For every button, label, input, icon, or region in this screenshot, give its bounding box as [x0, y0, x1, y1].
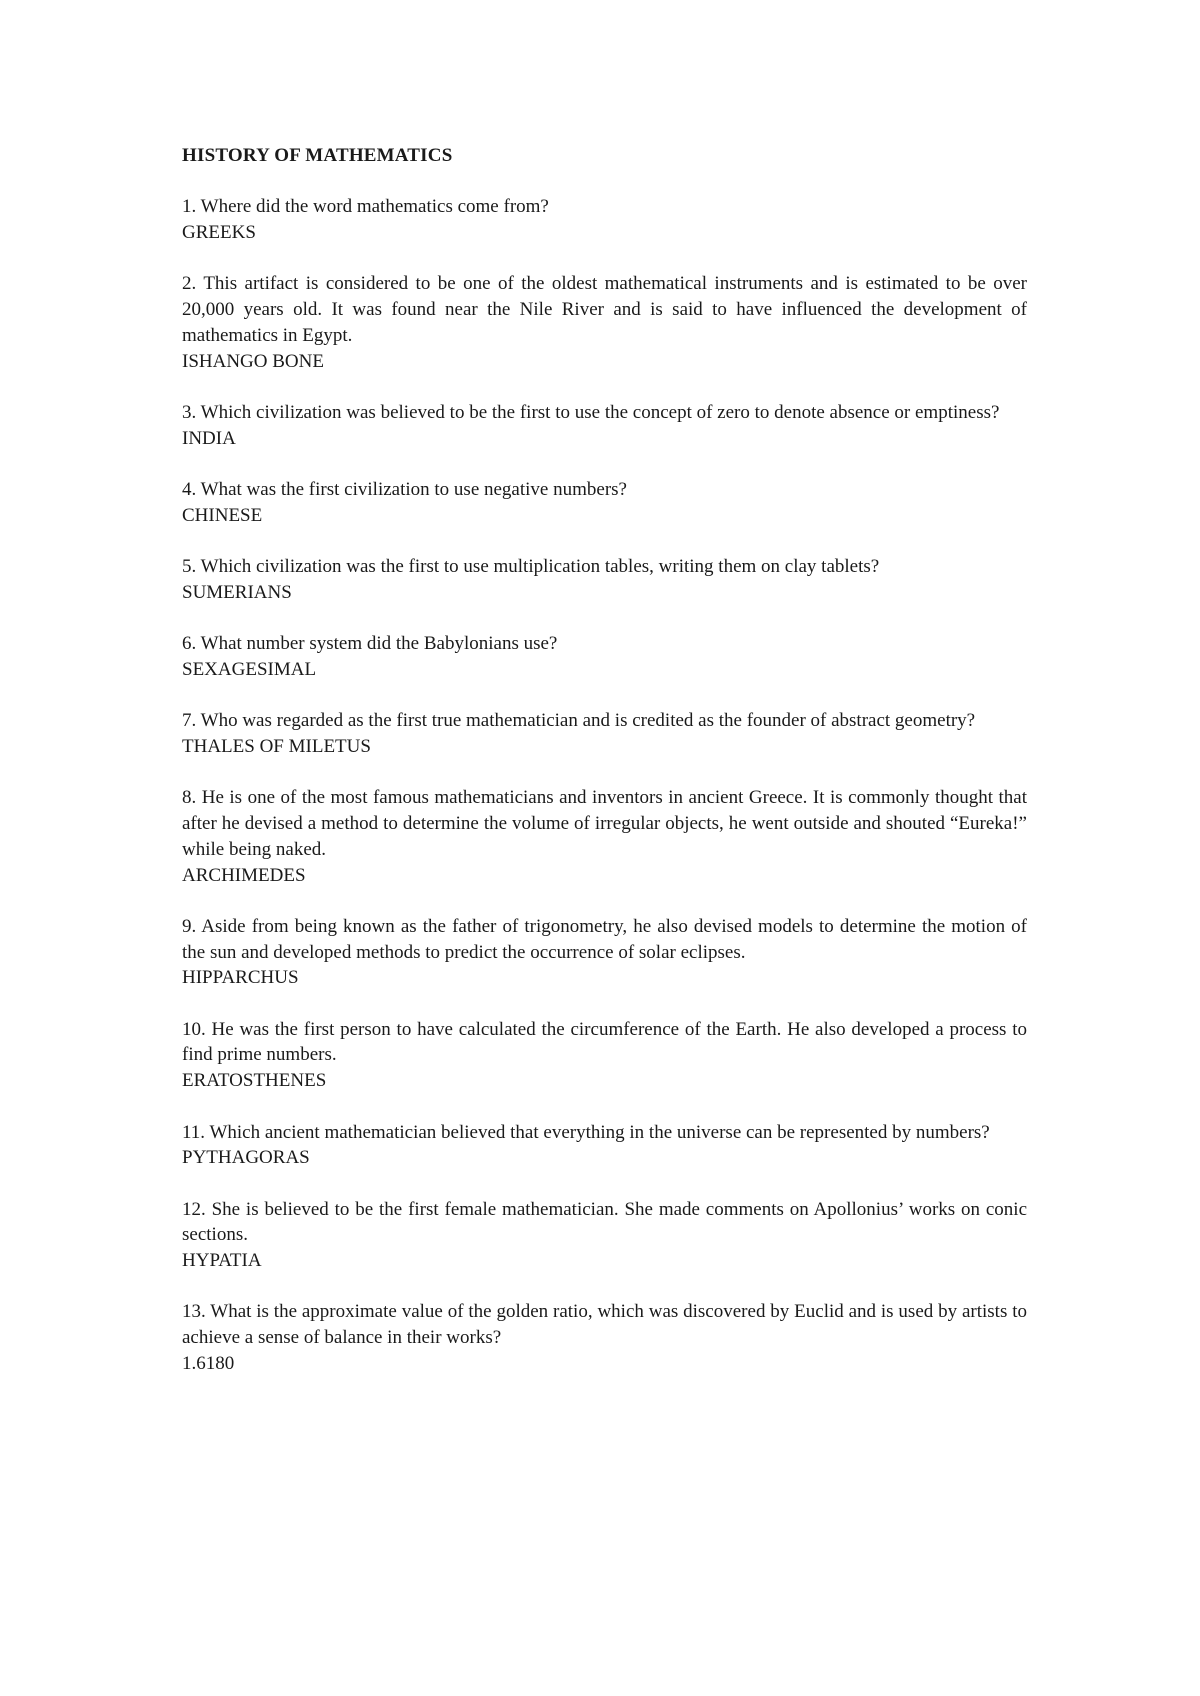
document-title: HISTORY OF MATHEMATICS — [182, 145, 453, 166]
question-2: 2. This artifact is considered to be one of the oldest mathematical instruments and is estimated to be over 20,000 years old. It was found near the Nile River and is said to have influenced the development of mathematics in Egypt. — [182, 273, 1027, 346]
question-10: 10. He was the first person to have calculated the circumference of the Earth. He also developed a process to find prime numbers. — [182, 1018, 1027, 1066]
answer-11: PYTHAGORAS — [182, 1147, 310, 1169]
question-6: 6. What number system did the Babylonians use? — [182, 633, 558, 655]
answer-2: ISHANGO BONE — [182, 350, 324, 372]
document-body — [182, 143, 1027, 1402]
answer-3: INDIA — [182, 427, 236, 449]
question-3: 3. Which civilization was believed to be the first to use the concept of zero to denote absence or emptiness? — [182, 401, 1000, 423]
answer-6: SEXAGESIMAL — [182, 658, 317, 680]
qa-item-5 — [182, 554, 1027, 605]
qa-item-8 — [182, 785, 1027, 888]
question-4: 4. What was the first civilization to use negative numbers? — [182, 479, 627, 501]
qa-item-2 — [182, 271, 1027, 374]
qa-item-9 — [182, 914, 1027, 991]
qa-item-13 — [182, 1299, 1027, 1376]
qa-item-12 — [182, 1197, 1027, 1274]
answer-10: ERATOSTHENES — [182, 1070, 327, 1092]
question-8: 8. He is one of the most famous mathematicians and inventors in ancient Greece. It is commonly thought that after he devised a method to determine the volume of irregular objects, he went outside and shouted “Eureka!” while being naked. — [182, 787, 1027, 860]
question-5: 5. Which civilization was the first to use multiplication tables, writing them on clay tablets? — [182, 556, 880, 578]
answer-7: THALES OF MILETUS — [182, 736, 371, 758]
qa-item-10 — [182, 1017, 1027, 1094]
answer-12: HYPATIA — [182, 1250, 262, 1272]
answer-13: 1.6180 — [182, 1352, 235, 1374]
qa-item-1 — [182, 194, 1027, 245]
qa-item-3 — [182, 400, 1027, 451]
answer-1: GREEKS — [182, 222, 256, 244]
answer-4: CHINESE — [182, 504, 263, 526]
question-9: 9. Aside from being known as the father of trigonometry, he also devised models to determine the motion of the sun and developed methods to predict the occurrence of solar eclipses. — [182, 915, 1027, 963]
qa-item-6 — [182, 631, 1027, 682]
question-12: 12. She is believed to be the first female mathematician. She made comments on Apollonius’ works on conic sections. — [182, 1198, 1027, 1246]
answer-9: HIPPARCHUS — [182, 967, 299, 989]
question-13: 13. What is the approximate value of the golden ratio, which was discovered by Euclid and is used by artists to achieve a sense of balance in their works? — [182, 1301, 1027, 1349]
qa-item-11 — [182, 1120, 1027, 1171]
answer-5: SUMERIANS — [182, 581, 292, 603]
question-7: 7. Who was regarded as the first true mathematician and is credited as the founder of abstract geometry? — [182, 710, 976, 732]
question-11: 11. Which ancient mathematician believed that everything in the universe can be represented by numbers? — [182, 1121, 990, 1143]
qa-item-4 — [182, 477, 1027, 528]
qa-item-7 — [182, 708, 1027, 759]
answer-8: ARCHIMEDES — [182, 864, 306, 886]
question-1: 1. Where did the word mathematics come from? — [182, 196, 549, 218]
